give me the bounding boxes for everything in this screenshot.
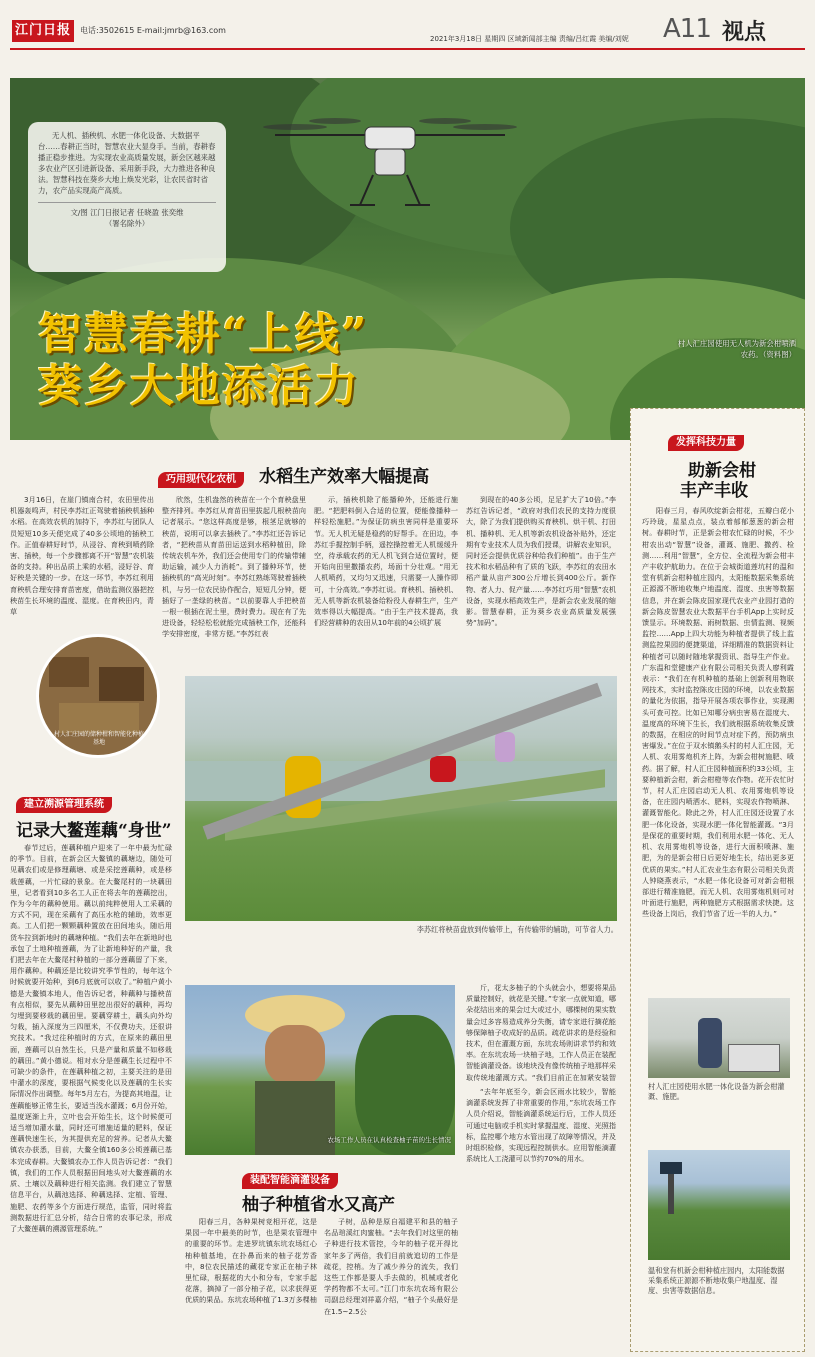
- hero-caption: 村人汇庄园使用无人机为新会柑喷洒农药。（资料图）: [677, 339, 796, 359]
- sec2-heading: [16, 792, 112, 813]
- lead-box: [28, 122, 226, 272]
- sec2-title: 记录大鳌莲藕“身世”: [16, 821, 172, 841]
- side-photo2: [648, 1150, 790, 1260]
- side-tag: 发挥科技力量: [668, 435, 744, 451]
- drone-icon: [255, 105, 525, 215]
- masthead: [0, 0, 815, 70]
- inset-caption: 村人汇庄园的储种柑和智能化种植基地: [53, 731, 144, 746]
- sec3-title: 柚子种植省水又高产: [242, 1195, 395, 1215]
- sec2-text: 春节过后，莲藕种植户迎来了一年中最为忙碌的季节。目前，在新会区大鳌镇的藕塘边，随处可见藕农们或是修理藕塘、或是采挖莲藕种，或是移栽莲藕，一片忙碌的景象。在大鳌尾村的一块藕田里，记者看到10多名工人正在将去年的莲藕挖出，作为今年的藕种使用。藕以前纯粹使用人工采藕的方式不同，现在采藕有了高压水枪的辅助，效率更高。工人们把一颗颗藕种置放在田间地头，随后用货车拉到新地时的藕塘种植。“我们去年在新地时也承包了土地种植莲藕，为了让新地种好的产量，我们把去年在大鳌尾村种植的一部分莲藕留了下来，用作藕种。种藕还是比较讲究季节性的，每年这个时候就要开始种，到6月底就可以收了。”种植户黄小德是大鳌镇本地人，他告诉记者，种藕种与播秧苗有点相似，要先从藕种田里挖出很好的藕种，再均匀埋到要移栽的藕田里。要藕穿耕土，藕头向外均匀栽，插入深度为三四厘米，不仅费功夫，还很讲究技术。“我过往种植时的方式，在原来的藕田里面，莲藕可以自然生长，只是产量和质量不如移栽的藕田。”黄小德说。相对水分是莲藕生长过程中不可缺少的条件，在莲藕种植之初，主要关注的是田中灌水的深度，要根据气候变化以及莲藕的生长实际情况作出调整。每年5月左右，为提高其地温，让莲藕能够正常生长，要适当浅水灌溉；6月份开始，温度逐渐上升，立叶也会开始生长，这个时候便可适当增加灌水量，同时还可增施适量的肥料，保证莲藕快速生长，为其提供充足的营养。记者从大鳌镇农办获悉，目前，大鳌全镇160多公顷莲藕已基本完成春耕。大鳌镇农办工作人员告诉记者：“我们镇，我们的工作人员根据田间地头对大鳌莲藕的水质、土壤以及藕种进行相关监测。我们建立了智慧信息平台，从藕池选择、种藕选择、定植、管理、施肥、农药等多个方面进行规范，监管，同时将监测数据进行汇总分析，结合日常的农事记录，形成了大鳌莲藕的溯源管理系统。”: [10, 843, 172, 1233]
- side-title-line2: 丰产丰收: [680, 481, 748, 501]
- lead-credit: [38, 202, 216, 229]
- inset-photo: [36, 634, 160, 758]
- sec3-right-col-top: 斤，花太多柚子的个头就会小，想要将果品质量控制好，就花是关键。”专家一点就知道，哪朵花结出来的果会过大或过小，哪棵树的果实数量会过多容易造成养分失衡，请专家进行摘花能够保障柚子收成好的品质。疏花讲求的是经验和技术，但在灌溉方面，东坑农场则讲求节约和效率。在东坑农场一块柚子地，工作人员正在装配智能滴灌设备。该地块没有像传统柚子地那样采取传统地灌溉方式。“我们目前正在加紧安装智: [466, 983, 616, 1082]
- sec3-col3: “去年年底至今，新会区雨水比较少，智能滴灌系统发挥了非常重要的作用，”东坑农场工作人员介绍说，智能滴灌系统运行后，工作人员还可通过电脑或手机实时掌握温度、湿度、光照指标，监控哪个地方水管出现了故障等情况，并及时组织检修，实现远程控制供水。应用智能滴灌系统比人工浇灌可以节约70%的用水。: [466, 1087, 616, 1164]
- newspaper-logo: 江门日报: [12, 20, 74, 42]
- dateline: 2021年3月18日 星期四 区域新闻部主编 责编/吕红霞 美编/刘妮: [430, 35, 629, 43]
- sec3-col1: 阳春三月，各种果树竞相开花，这是果园一年中最美的时节，也是果农管理中的重要的环节。走进罗坑镇东坑农场红心柚种植基地，在扑鼻而来的柚子花芳香中，8位农民描述的藏花专家正在柚子林里忙碌，根据花的大小和分布，专家手起花落，摘掉了一部分柚子花，以求获得更优质的果品。东坑农场种植了1.3万多棵柚: [185, 1217, 317, 1305]
- sec3-heading: [242, 1168, 338, 1189]
- sec3-col2: 子树，品种是原自福建平和县的柚子名品琯溪红肉蜜柚。“去年我们对这里的柚子种进行技术管控，今年的柚子花开得比家年多了两倍，我们目前就追切的工作是疏花，控梢。为了减少养分的流失，我们这些工作都是要人手去做的，机械或者化学药物都不太可。”江门市东坑农场有限公司副总经理刘祥嘉介绍，“柚子个头最好是在1.5~2.5公: [324, 1217, 458, 1316]
- headline-line2: 葵乡大地添活力: [38, 361, 360, 412]
- sec1-col1: 3月16日，在崖门镇南合村，农田里传出机器轰鸣声，村民李苏红正驾驶着插秧机插种水稻。在高效农机的加持下，李苏红与团队人员短短10多天便完成了40多公顷地的插秧工作。正值春耕好时节，从浸谷、育秧到喷药除害、插秧，每一个步骤都离不开“智慧”农机装备的支持。种出品质上乘的水稻，浸好谷、育好秧是关键的一步。在这一环节，李苏红利用育秧机合理安排育苗密度，借助监测仪器把控秧苗生长环境的温度、湿度。在育秧田内，青草: [10, 495, 154, 617]
- sec1-heading: [158, 462, 430, 487]
- sec3-tag: 装配智能滴灌设备: [242, 1173, 338, 1189]
- credit-note: （署名除外）: [104, 219, 150, 228]
- sec1-col4: 到现在的40多公顷，足足扩大了10倍。”李苏红告诉记者，“政府对我们农民的支持力度很大，除了为我们提供购买育秧机、烘干机、打田机、播种机、无人机等新农机设备补贴外，还定期有专业技术人员为我们授课，讲解农业知识，同时还会提供优质谷种给我们种植”。由于生产技术和水稻品种有了质的飞跃，李苏红的农田水稻产量从亩产300公斤增长到400公斤。新作物、者人力、促产量……李苏红巧用“智慧”农机设备，实现水稻高效生产，是新会农业发展的缩影。智慧春耕，正为葵乡农业高质量发展强势“加码”。: [466, 495, 616, 628]
- masthead-rule: [10, 48, 805, 50]
- page-section-name: 视点: [722, 19, 767, 45]
- sec1-col3: 示，插秧机除了能播种外，还能进行施肥。“把肥料倒入合适的位置，便能像播种一样轻松施肥。”为保证防病虫害同样是重要环节。无人机无疑是稳药的好帮手。在田边，李苏红手握控制手柄，遥控操控着无人机缓缓升空，待承载农药的无人机飞到合适位置时，便开始向田里撒播农药，场面十分壮观。“用无人机喷药，又均匀又迅速，只需要一人操作即可，十分高效。”李苏红说。育秧机、插秧机、无人机等新农机装备给粉役人春耕生产，生产效率得以大幅提高。“由于生产技术提高，我们经营耕种的农田从10年前的4公顷扩展: [314, 495, 458, 628]
- headline-line1: 智慧春耕“上线”: [38, 309, 369, 360]
- lead-text: 无人机、插秧机、水肥一体化设备、大数据平台……春耕正当时，智慧农业大显身手。当前，春耕春播正稳步推进。为实现农业高质量发展，新会区越来越多农业产区引进新设备、采用新手段，大力推进各种良法。智慧科技在葵乡大地上焕发光彩，让农民省时省力，农产品实现高产高质。: [38, 131, 216, 195]
- rice-photo: [185, 676, 617, 921]
- side-caption1: 村人汇庄园使用水肥一体化设备为新会柑灌溉、施肥。: [648, 1082, 785, 1101]
- sec1-col2: 欣然，生机盎然的秧苗在一个个育秧盘里整齐排列。李苏红从育苗田里拔起几根秧苗向记者展示。“您这样高度是够，根茎足就够的秧苗，说明可以拿去插秧了。”李苏红还告诉记者，“把秧苗从育苗田运送到水稻种植田，除传统农机车外，我们还会使用专门的传输带辅助运输，减少人力消耗”。到了播种环节，使插秧机的“高光时刻”。李苏红熟练驾驶着插秧机，与另一位农民协作配合，短短几分钟，便插好了一垄绿的秧苗。“以前要靠人手把秧苗一根一根插在泥土里，费时费力。现在有了先进设备，轻轻松松就能完成插秧工作，还能科学安排密度，非常方便。”李苏红表: [162, 495, 306, 639]
- side-photo1: [648, 998, 790, 1078]
- side-heading: [668, 430, 744, 451]
- pomelo-photo: [185, 985, 455, 1155]
- side-caption2: 温和堂有机新会柑种植庄园内，太阳能数据采集系统正源源不断地收集户地温度、湿度、虫害等数据信息。: [648, 1266, 785, 1295]
- sec1-tag: 巧用现代化农机: [158, 472, 244, 488]
- sec2-tag: 建立溯源管理系统: [16, 797, 112, 813]
- contact-info: 电话:3502615 E-mail:jmrb@163.com: [80, 26, 226, 35]
- pomelo-caption: 农场工作人员在认真检查柚子苗的生长情况: [327, 1136, 451, 1144]
- side-title-line1: 助新会柑: [688, 461, 756, 481]
- sec1-title: 水稻生产效率大幅提高: [259, 467, 430, 487]
- page-number: A11: [663, 14, 711, 44]
- credit-line: 文/图 江门日报记者 任晓盈 张奕维: [70, 208, 184, 217]
- rice-caption: 李苏红将秧苗盘放到传输带上，有传输带的辅助，可节省人力。: [416, 925, 618, 934]
- side-text: 阳春三月，春风吹绽新会柑花，五瓣白花小巧玲珑，星星点点，装点着郁郁葱葱的新会柑树。春耕时节，正是新会柑农忙碌的时候，不少柑农出动“智慧”设备，灌溉、施肥、撒药、检测……利用“智慧”，全方位、全流程为新会柑丰产丰收护航助力。在位于会城街道莲坑村的温和堂有机新会柑种植庄园内，太阳能数据采集系统正源源不断地收集户地温度、湿度、虫害等数据信息，并在新会陈皮国家现代农业产业园打造的新会陈皮智慧农业大数据平台手机App上实时反馈显示。环境数据、雨树数据、虫情监测、视频监控……App上四大功能为种植者提供了线上监测监控果园的便捷渠道，详细精准的数据资料让种植者可以随时随地掌握资讯、指导生产作业。广东温和堂健康产业有限公司相关负责人廖利霞表示：“我们在有机种植的基础上创新利用物联网技术，实时监控陈皮庄园的环境，以农业数据的量化为依据，指导开展各项农事作业，实现溯头可查可控。比如已知哪分病虫害易在湿度大、温度高的环境下生长，我们就根据系统收集反馈的数据，在相应的时间节点对症下药，预防病虫害爆发。”在位于双水镇鹅头村的村人汇庄园，无人机、农用雾炮机齐上阵，为新会柑树施肥、喷药。据了解，村人汇庄园种植面积约33公顷，主要种植新会柑，新会柑橙等农作物。花开农忙时节，村人汇庄园启动无人机、农用雾炮机等设备，在庄园内喷洒水、肥料，实现农作物喷淋、灌溉智能化。除此之外，村人汇庄园还设置了水肥一体化设备，实现水肥一体化智能灌溉。“3月是保花的重要时期，我们利用水肥一体化、无人机、农用雾炮机等设备，进行大面积喷淋、施肥，为的是新会柑日后更好地生长，结出更多更优质的果实。”村人汇农业生态有限公司相关负责人钟晓燕表示，“水肥一体化设备可对新会柑根部进行精准施肥，而无人机、农用雾炮机则可对叶面进行施肥，两种施肥方式根据需求快捷。这些设备上岗后，我们节省了近一半的人力。”: [642, 506, 794, 919]
